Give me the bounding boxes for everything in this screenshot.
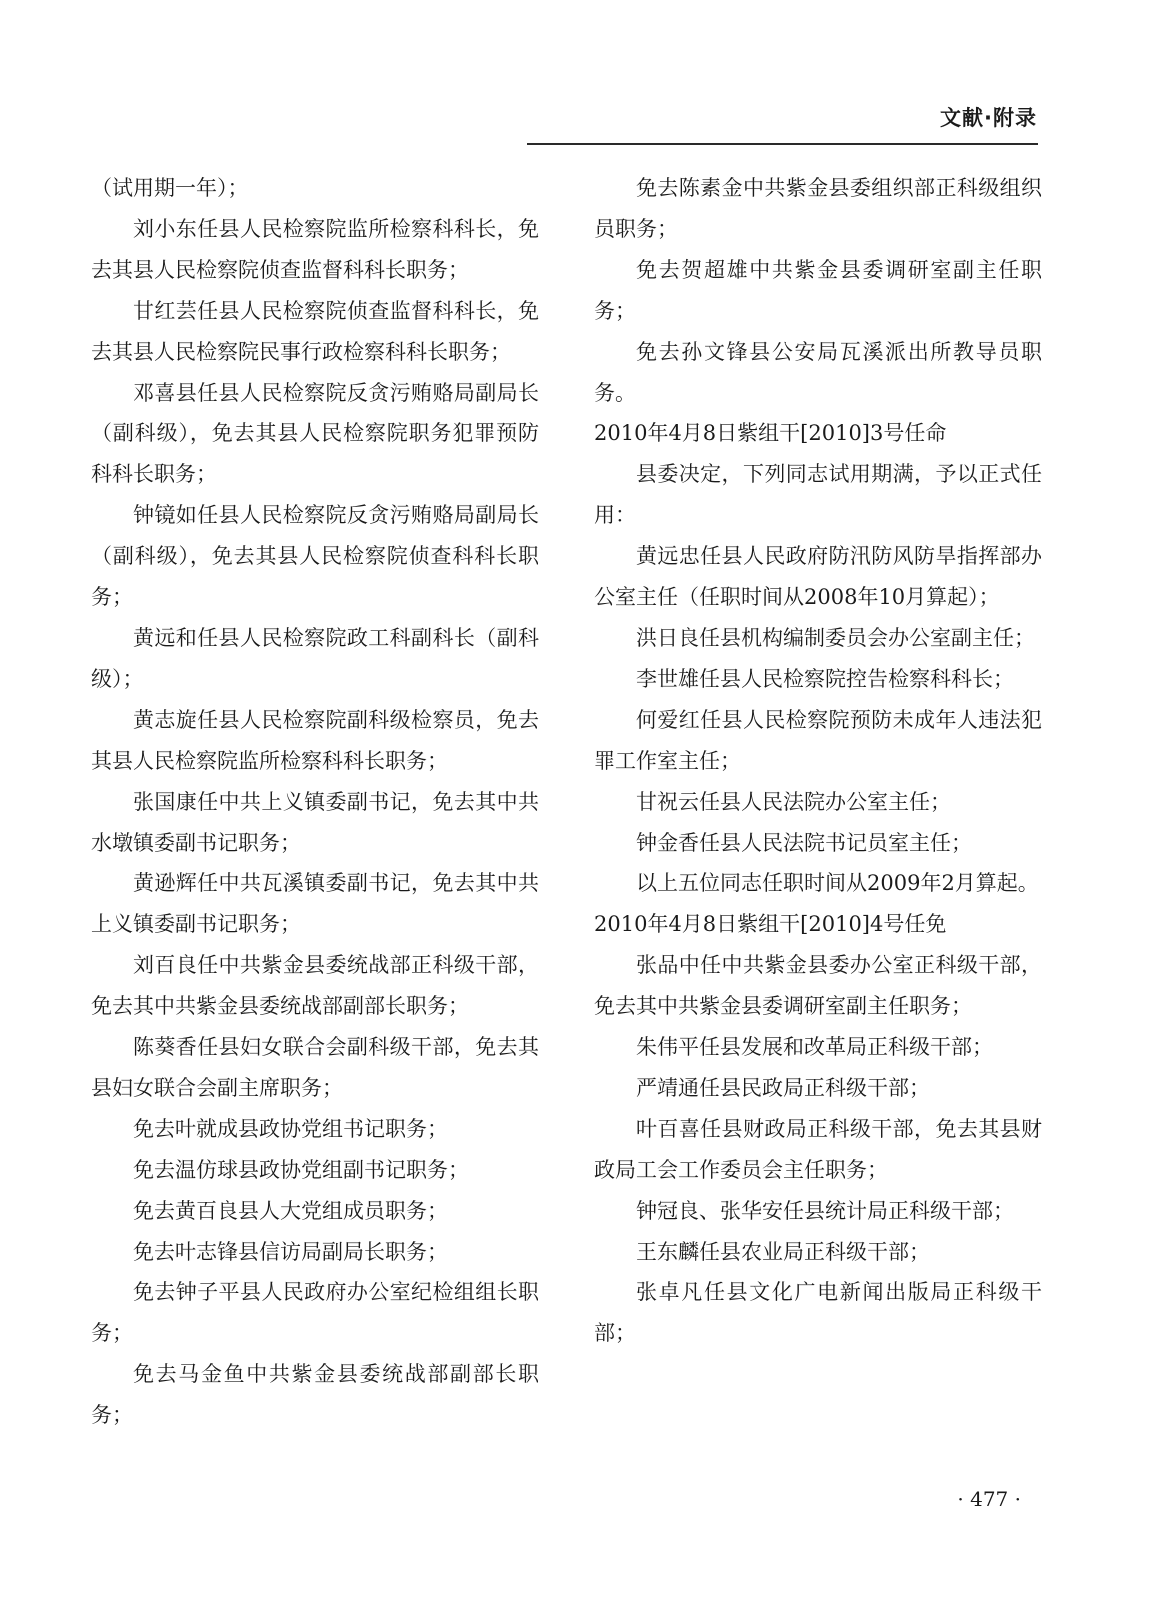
paragraph: 邓喜县任县人民检察院反贪污贿赂局副局长（副科级），免去其县人民检察院职务犯罪预防科科长职务； xyxy=(91,380,539,487)
paragraph: 何爱红任县人民检察院预防未成年人违法犯罪工作室主任； xyxy=(594,707,1042,773)
paragraph: 县委决定，下列同志试用期满，予以正式任用： xyxy=(594,462,1042,528)
paragraph: 免去叶志锋县信访局副局长职务； xyxy=(133,1239,448,1264)
paragraph: 免去钟子平县人民政府办公室纪检组组长职务； xyxy=(91,1280,539,1346)
paragraph: 钟镜如任县人民检察院反贪污贿赂局副局长（副科级），免去其县人民检察院侦查科科长职务； xyxy=(91,503,539,610)
paragraph: 钟金香任县人民法院书记员室主任； xyxy=(636,830,972,855)
paragraph: 刘百良任中共紫金县委统战部正科级干部，免去其中共紫金县委统战部副部长职务； xyxy=(91,953,539,1019)
paragraph: 黄远和任县人民检察院政工科副科长（副科级）； xyxy=(91,625,539,691)
paragraph: 2010年4月8日紫组干[2010]4号任免 xyxy=(594,912,947,937)
left-column xyxy=(91,168,539,1436)
page-number: · 477 · xyxy=(957,1487,1021,1511)
paragraph: 甘祝云任县人民法院办公室主任； xyxy=(636,789,951,814)
header-rule xyxy=(527,143,1038,145)
paragraph: （试用期一年）； xyxy=(91,176,249,200)
section-header: 文献·附录 xyxy=(940,106,1037,130)
paragraph: 甘红芸任县人民检察院侦查监督科科长，免去其县人民检察院民事行政检察科科长职务； xyxy=(91,298,539,364)
paragraph: 以上五位同志任职时间从2009年2月算起。 xyxy=(636,871,1039,896)
paragraph: 黄远忠任县人民政府防汛防风防旱指挥部办公室主任（任职时间从2008年10月算起）； xyxy=(594,544,1042,610)
paragraph: 免去陈素金中共紫金县委组织部正科级组织员职务； xyxy=(594,176,1042,241)
paragraph: 免去叶就成县政协党组书记职务； xyxy=(133,1116,448,1141)
paragraph: 钟冠良、张华安任县统计局正科级干部； xyxy=(636,1198,1014,1223)
paragraph: 黄志旋任县人民检察院副科级检察员，免去其县人民检察院监所检察科科长职务； xyxy=(91,707,539,773)
right-column xyxy=(594,168,1042,1354)
paragraph: 张卓凡任县文化广电新闻出版局正科级干部； xyxy=(594,1280,1042,1346)
paragraph: 黄逊辉任中共瓦溪镇委副书记，免去其中共上义镇委副书记职务； xyxy=(91,871,539,937)
paragraph: 朱伟平任县发展和改革局正科级干部； xyxy=(636,1035,993,1060)
paragraph: 李世雄任县人民检察院控告检察科科长； xyxy=(636,666,1014,691)
paragraph: 张品中任中共紫金县委办公室正科级干部，免去其中共紫金县委调研室副主任职务； xyxy=(594,953,1042,1019)
paragraph: 刘小东任县人民检察院监所检察科科长，免去其县人民检察院侦查监督科科长职务； xyxy=(91,216,539,282)
paragraph: 张国康任中共上义镇委副书记，免去其中共水墩镇委副书记职务； xyxy=(91,789,539,855)
paragraph: 2010年4月8日紫组干[2010]3号任命 xyxy=(594,421,947,446)
paragraph: 王东麟任县农业局正科级干部； xyxy=(636,1239,930,1264)
paragraph: 免去温仿球县政协党组副书记职务； xyxy=(133,1157,469,1182)
paragraph: 免去黄百良县人大党组成员职务； xyxy=(133,1198,448,1223)
paragraph: 洪日良任县机构编制委员会办公室副主任； xyxy=(636,625,1035,650)
paragraph: 免去孙文锋县公安局瓦溪派出所教导员职务。 xyxy=(594,339,1042,405)
paragraph: 免去贺超雄中共紫金县委调研室副主任职务； xyxy=(594,257,1042,323)
paragraph: 叶百喜任县财政局正科级干部，免去其县财政局工会工作委员会主任职务； xyxy=(594,1116,1042,1182)
paragraph: 陈葵香任县妇女联合会副科级干部，免去其县妇女联合会副主席职务； xyxy=(91,1035,539,1100)
paragraph: 免去马金鱼中共紫金县委统战部副部长职务； xyxy=(91,1362,539,1428)
paragraph: 严靖通任县民政局正科级干部； xyxy=(636,1075,930,1100)
